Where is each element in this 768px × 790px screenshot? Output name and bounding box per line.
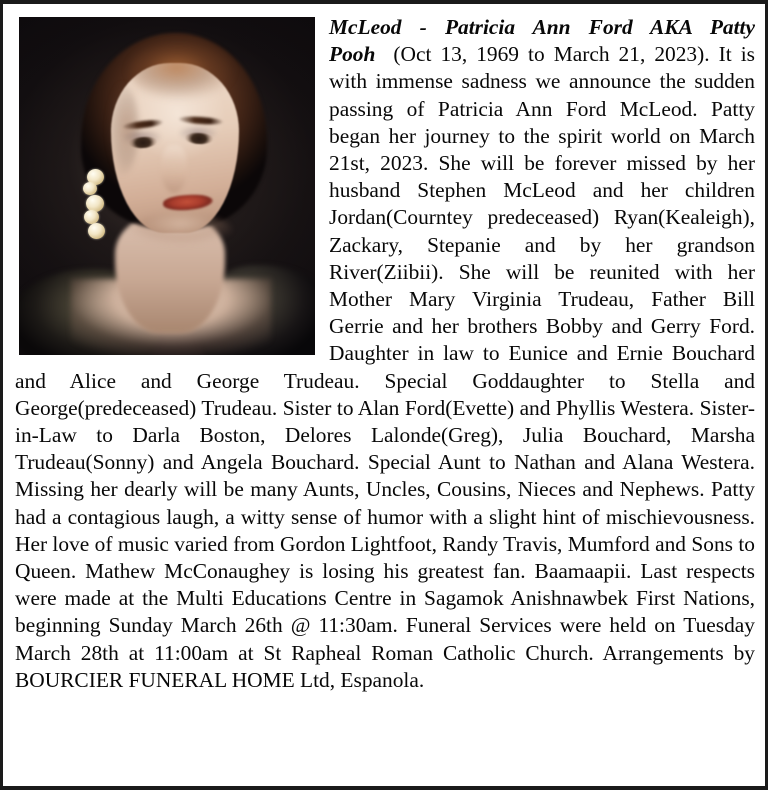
obituary-dates: (Oct 13, 1969 to March 21, 2023). xyxy=(393,42,710,67)
portrait-photo xyxy=(19,17,315,355)
obituary-spacer xyxy=(375,42,393,66)
deceased-name: McLeod - Patricia Ann Ford AKA Patty Pooh xyxy=(329,15,755,67)
photo-backdrop xyxy=(19,17,315,355)
obituary-content xyxy=(3,4,765,786)
nose xyxy=(161,145,187,193)
obituary-spacer-2 xyxy=(710,42,719,66)
temple-shadow xyxy=(105,83,139,175)
hair-highlight xyxy=(129,43,233,99)
obituary-narrative: It is with immense sadness we announce the sudden passing of Patricia Ann Ford McLeod. Patty began her journey to the spirit world on March 21st, 2023. She will be forever missed by her husband Stephen McLeod and her children Jordan(Courntey predeceased) Ryan(Kealeigh), Zackary, Stepanie and by her grandson River(Ziibii). She will be reunited with her Mother Mary Virginia Trudeau, Father Bill Gerrie and her brothers Bobby and Gerry Ford. Daughter in law to Eunice and Ernie Bouchard and Alice and George Trudeau. Special Goddaughter to Stella and George(predeceased) Trudeau. Sister to Alan Ford(Evette) and Phyllis Westera. Sister-in-Law to Darla Boston, Delores Lalonde(Greg), Julia Bouchard, Marsha Trudeau(Sonny) and Angela Bouchard. Special Aunt to Nathan and Alana Westera. Missing her dearly will be many Aunts, Uncles, Cousins, Nieces and Nephews. Patty had a contagious laugh, a witty sense of humor with a slight hint of mischievousness. Her love of music varied from Gordon Lightfoot, Randy Travis, Mumford and Sons to Queen. Mathew McConaughey is losing his greatest fan. Baamaapii. Last respects were made at the Multi Educations Centre in Sagamok Anishnawbek First Nations, beginning Sunday March 26th @ 11:30am. Funeral Services were held on Tuesday March 28th at 11:00am at St Rapheal Roman Catholic Church. Arrangements by BOURCIER FUNERAL HOME Ltd, Espanola. xyxy=(15,42,755,692)
floral-earring xyxy=(81,169,111,245)
jaw-shading xyxy=(129,213,233,249)
